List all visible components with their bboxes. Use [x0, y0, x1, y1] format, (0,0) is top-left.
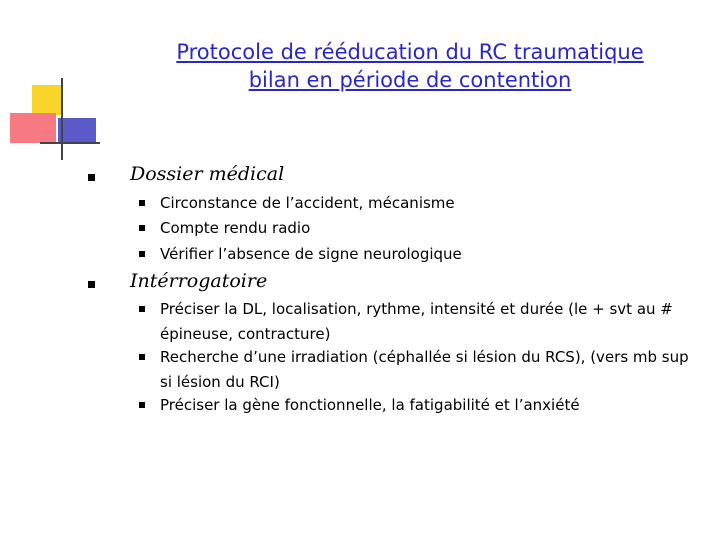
section-heading: Dossier médical	[130, 163, 285, 185]
bullet-icon	[139, 225, 145, 231]
decorative-logo	[0, 0, 100, 170]
bullet-icon	[139, 402, 145, 408]
title-line-2: bilan en période de contention	[248, 68, 572, 92]
bullet-icon	[139, 354, 145, 360]
list-item: Recherche d’une irradiation (céphallée si lésion du RCS), (vers mb sup si lésion du RCI)	[160, 348, 689, 391]
list-item: Préciser la gène fonctionnelle, la fatigabilité et l’anxiété	[160, 396, 580, 414]
list-item: Circonstance de l’accident, mécanisme	[160, 194, 455, 212]
bullet-icon	[88, 174, 95, 181]
list-item: Vérifier l’absence de signe neurologique	[160, 245, 462, 263]
bullet-icon	[88, 281, 95, 288]
bullet-icon	[139, 251, 145, 257]
bullet-icon	[139, 306, 145, 312]
section-heading: Intérrogatoire	[130, 270, 268, 292]
slide-title	[110, 38, 710, 94]
list-item: Préciser la DL, localisation, rythme, intensité et durée (le + svt au # épineuse, contracture)	[160, 300, 673, 343]
title-line-1: Protocole de rééducation du RC traumatique	[176, 40, 644, 64]
bullet-icon	[139, 200, 145, 206]
list-item: Compte rendu radio	[160, 219, 311, 237]
